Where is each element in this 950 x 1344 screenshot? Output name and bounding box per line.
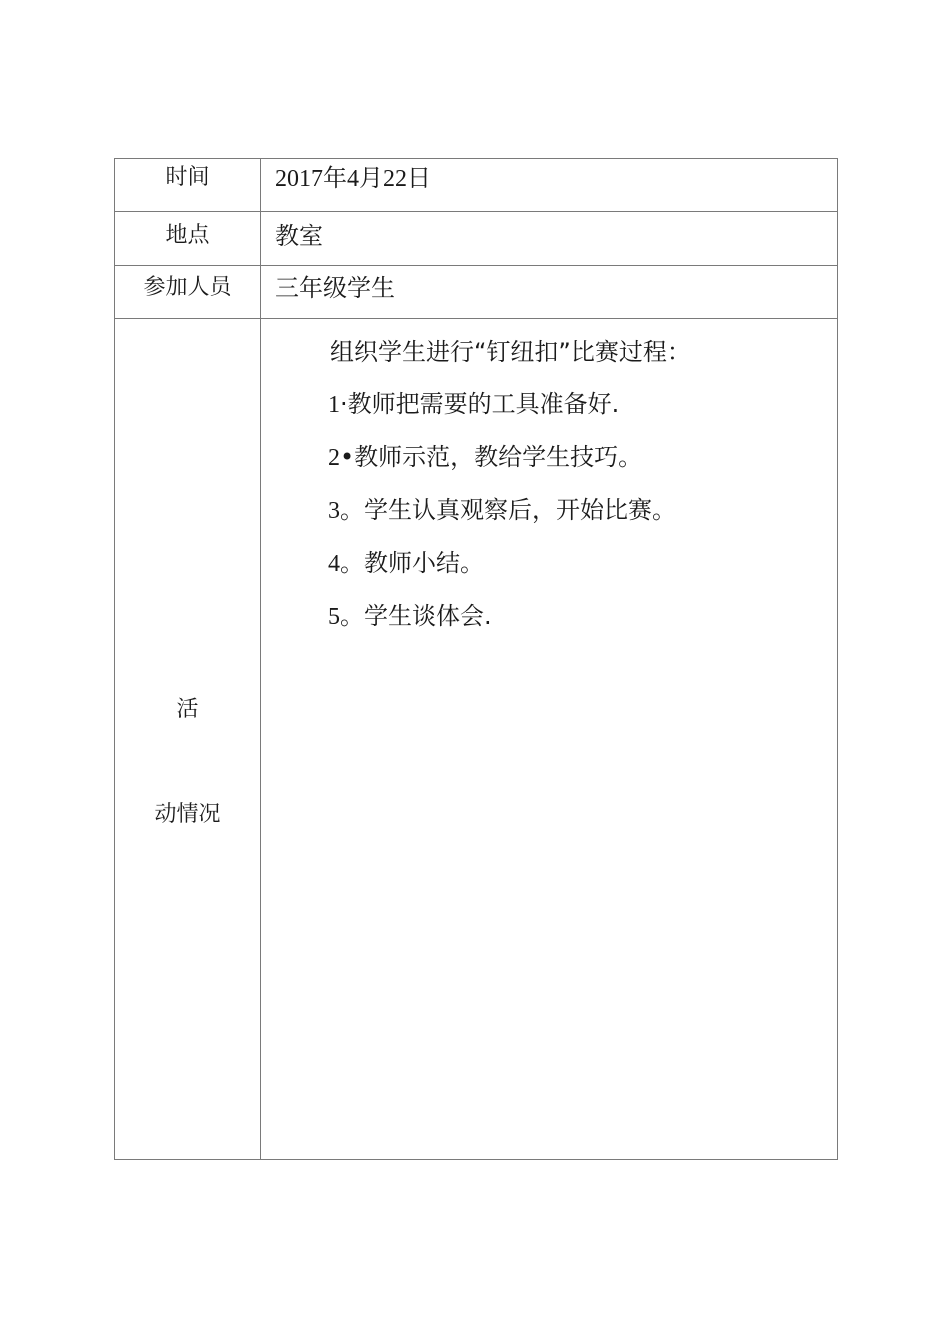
- place-value-cell: [261, 212, 838, 266]
- place-label-cell: [115, 212, 261, 266]
- activity-step: [328, 440, 837, 475]
- place-row: [115, 212, 838, 266]
- step-text: 。学生谈体会.: [340, 602, 492, 630]
- time-value: 2017年4月22日: [275, 166, 431, 192]
- activity-steps-list: [261, 387, 837, 634]
- step-text: 。教师小结。: [340, 549, 484, 577]
- step-number: 3: [328, 498, 340, 524]
- activity-step: [328, 493, 837, 528]
- participants-value-cell: [261, 266, 838, 319]
- participants-label-cell: [115, 266, 261, 319]
- activity-step: [328, 546, 837, 581]
- time-label: 时间: [165, 165, 210, 190]
- step-number: 4: [328, 551, 340, 577]
- step-number: 1: [328, 392, 340, 418]
- activity-record-table: [114, 158, 838, 1160]
- activity-label-line1: 活: [176, 697, 199, 722]
- time-value-cell: [261, 159, 838, 212]
- participants-label: 参加人员: [143, 275, 232, 300]
- step-text: ·教师把需要的工具准备好.: [340, 390, 620, 418]
- activity-label-line2: 动情况: [154, 802, 221, 827]
- participants-row: [115, 266, 838, 319]
- activity-label-cell: [115, 319, 261, 1160]
- activity-content-cell: [261, 319, 838, 1160]
- step-number: 2: [328, 445, 340, 471]
- place-label: 地点: [165, 223, 210, 248]
- step-number: 5: [328, 604, 340, 630]
- activity-step: [328, 599, 837, 634]
- time-label-cell: [115, 159, 261, 212]
- place-value: 教室: [275, 222, 323, 250]
- step-text: •教师示范，教给学生技巧。: [340, 443, 643, 471]
- time-row: [115, 159, 838, 212]
- participants-value: 三年级学生: [275, 274, 395, 302]
- activity-step: [328, 387, 837, 422]
- step-text: 。学生认真观察后，开始比赛。: [340, 496, 676, 524]
- activity-row: [115, 319, 838, 1160]
- activity-intro: 组织学生进行“钉纽扣”比赛过程：: [330, 338, 691, 366]
